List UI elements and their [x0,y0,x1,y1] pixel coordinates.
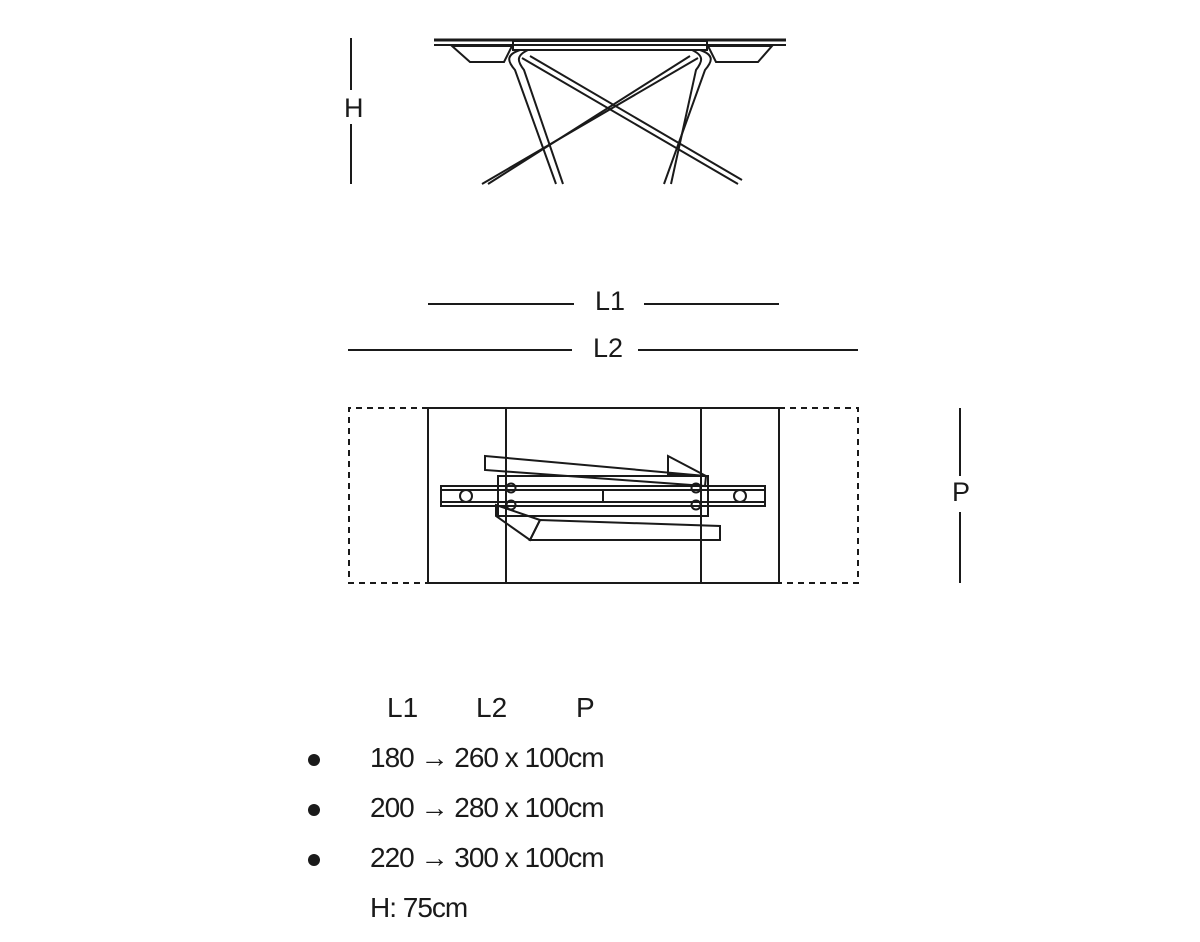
extension-leaf-left [349,408,428,583]
header-p: P [576,692,595,723]
base-frame-plan [441,456,765,540]
header-l2: L2 [476,692,508,723]
size-option-text: 180 → 260 x 100cm [370,742,604,773]
header-l1: L1 [387,692,419,723]
bullet-icon [308,754,320,766]
plan-view [349,408,960,583]
size-option-text: 220 → 300 x 100cm [370,842,604,873]
l2-label: L2 [593,333,624,363]
height-label: H [344,93,364,123]
table-top-profile [434,40,786,62]
bullet-icon [308,804,320,816]
bullet-icon [308,854,320,866]
depth-label: P [952,477,971,507]
l1-label: L1 [595,286,626,316]
height-note-text: H: 75cm [370,892,468,923]
extension-leaf-right [779,408,858,583]
side-elevation-view [351,38,786,184]
crossed-legs [482,50,742,184]
size-option-text: 200 → 280 x 100cm [370,792,604,823]
